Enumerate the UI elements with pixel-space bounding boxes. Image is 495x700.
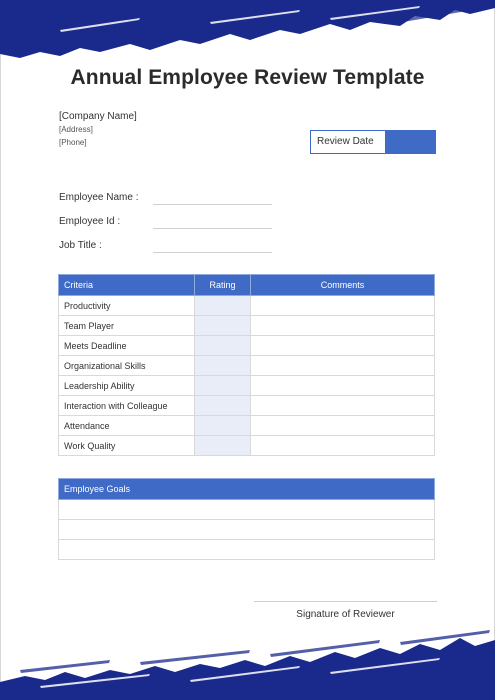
criteria-cell: Meets Deadline bbox=[59, 336, 195, 356]
job-title-field[interactable] bbox=[153, 252, 272, 253]
criteria-cell: Productivity bbox=[59, 296, 195, 316]
criteria-cell: Team Player bbox=[59, 316, 195, 336]
criteria-cell: Interaction with Colleague bbox=[59, 396, 195, 416]
employee-goals-header: Employee Goals bbox=[59, 479, 435, 500]
goal-cell[interactable] bbox=[59, 540, 435, 560]
employee-name-field[interactable] bbox=[153, 204, 272, 205]
rating-cell[interactable] bbox=[195, 316, 251, 336]
rating-cell[interactable] bbox=[195, 396, 251, 416]
company-phone: [Phone] bbox=[59, 138, 87, 147]
table-row bbox=[59, 336, 435, 356]
criteria-header: Criteria bbox=[59, 275, 195, 296]
table-row bbox=[59, 376, 435, 396]
goals-table bbox=[58, 478, 435, 560]
table-row bbox=[59, 416, 435, 436]
review-date-label: Review Date bbox=[311, 131, 385, 153]
table-row bbox=[59, 500, 435, 520]
comments-cell[interactable] bbox=[251, 336, 435, 356]
rating-cell[interactable] bbox=[195, 296, 251, 316]
rating-cell[interactable] bbox=[195, 416, 251, 436]
company-name: [Company Name] bbox=[59, 111, 137, 122]
employee-id-label: Employee Id : bbox=[59, 216, 121, 227]
criteria-table bbox=[58, 274, 435, 456]
employee-id-field[interactable] bbox=[153, 228, 272, 229]
comments-cell[interactable] bbox=[251, 436, 435, 456]
rating-cell[interactable] bbox=[195, 436, 251, 456]
table-row bbox=[59, 296, 435, 316]
table-row bbox=[59, 520, 435, 540]
rating-cell[interactable] bbox=[195, 376, 251, 396]
table-row bbox=[59, 396, 435, 416]
rating-header: Rating bbox=[195, 275, 251, 296]
bottom-brush-decoration bbox=[0, 620, 495, 700]
signature-label: Signature of Reviewer bbox=[296, 609, 395, 620]
table-row bbox=[59, 316, 435, 336]
company-address: [Address] bbox=[59, 125, 93, 134]
table-row bbox=[59, 356, 435, 376]
review-date-box bbox=[310, 130, 436, 154]
comments-cell[interactable] bbox=[251, 376, 435, 396]
employee-name-label: Employee Name : bbox=[59, 192, 139, 203]
goals-table-header bbox=[59, 479, 435, 500]
criteria-cell: Leadership Ability bbox=[59, 376, 195, 396]
comments-cell[interactable] bbox=[251, 416, 435, 436]
comments-header: Comments bbox=[251, 275, 435, 296]
comments-cell[interactable] bbox=[251, 296, 435, 316]
goal-cell[interactable] bbox=[59, 500, 435, 520]
goal-cell[interactable] bbox=[59, 520, 435, 540]
comments-cell[interactable] bbox=[251, 316, 435, 336]
job-title-label: Job Title : bbox=[59, 240, 102, 251]
review-date-field[interactable] bbox=[385, 131, 435, 153]
criteria-cell: Attendance bbox=[59, 416, 195, 436]
comments-cell[interactable] bbox=[251, 356, 435, 376]
table-row bbox=[59, 540, 435, 560]
criteria-cell: Organizational Skills bbox=[59, 356, 195, 376]
top-brush-decoration bbox=[0, 0, 495, 62]
criteria-cell: Work Quality bbox=[59, 436, 195, 456]
signature-line[interactable] bbox=[254, 601, 437, 602]
rating-cell[interactable] bbox=[195, 356, 251, 376]
rating-cell[interactable] bbox=[195, 336, 251, 356]
criteria-table-header bbox=[59, 275, 435, 296]
document-title: Annual Employee Review Template bbox=[70, 66, 425, 90]
table-row bbox=[59, 436, 435, 456]
comments-cell[interactable] bbox=[251, 396, 435, 416]
